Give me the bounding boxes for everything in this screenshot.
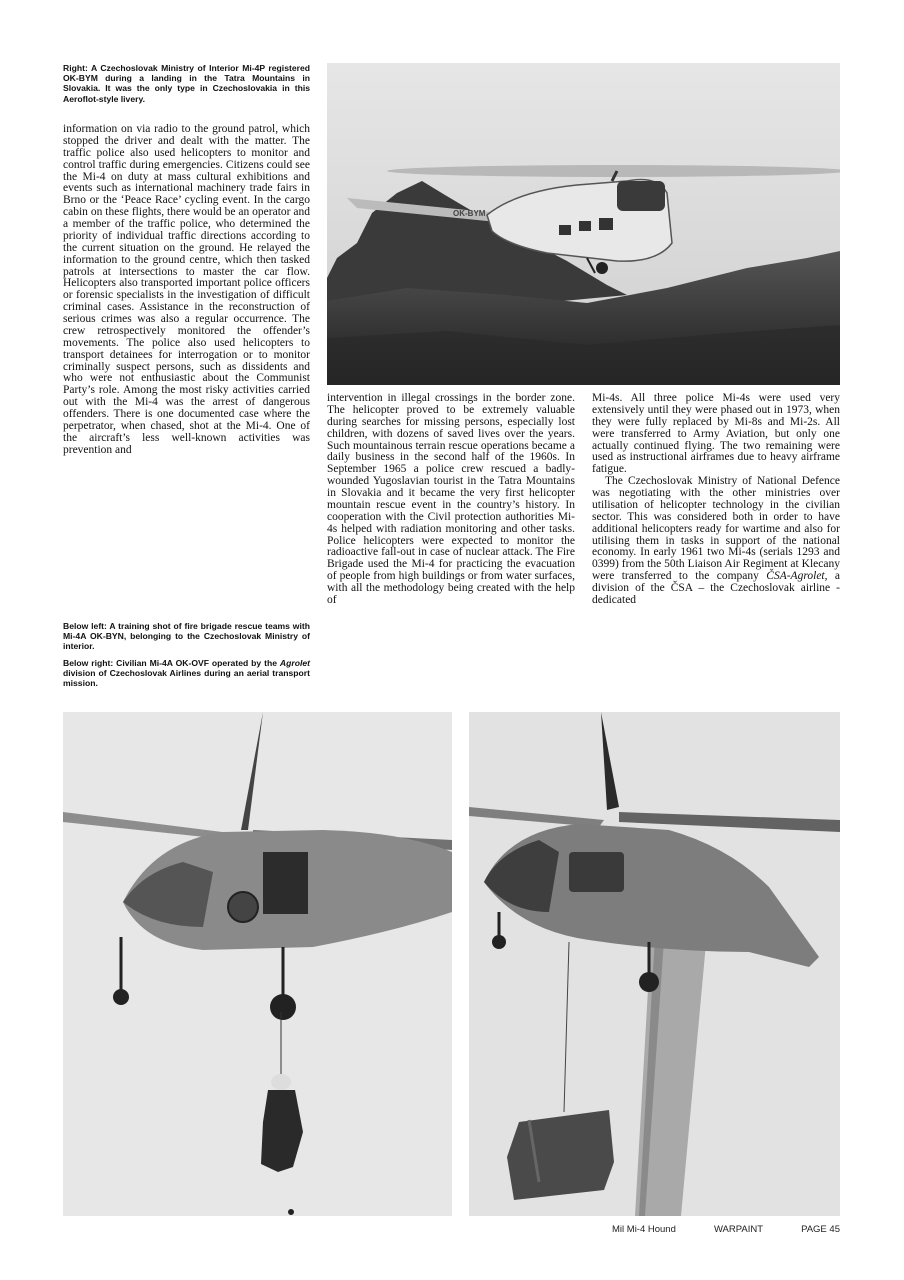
column-3-p2-emphasis: ČSA-Agrolet [766,570,825,583]
column-3-p2-text-a: The Czechoslovak Ministry of National Defence was negotiating with the other ministries over utilisation of helicopter technology in the civilian sector. This was considered both in order to have additional helicopters ready for wartime and also for utilising them in tasks in support of the national economy. In early 1961 two Mi-4s (serials 1293 and 0399) from the 50th Liaison Air Regiment at Klecany were transferred to the company [592,475,840,583]
column-3-p2-text-b: , a division of the ČSA – the Czechoslovak airline - dedicated [592,570,841,606]
column-2-paragraph: intervention in illegal crossings in the border zone. The helicopter proved to be extremely valuable during searches for missing persons, especially lost children, with dozens of saved lives over the years. Such mountainous terrain rescue operations became a daily business in the second half of the 1960s. In September 1965 a police crew rescued a badly-wounded Yugoslavian tourist in the Tatra Mountains in Slovakia and it became the very first helicopter mountain rescue event in the country’s history. In cooperation with the Civil protection authorities Mi-4s helped with radiation monitoring and other tasks. Police helicopters were expected to monitor the radioactive fall-out in case of nuclear attack. The Fire Brigade used the Mi-4 for practicing the evacuation of people from high buildings or from water surfaces, with all the methodology being created with the help of [327,392,575,606]
caption-below-right-emphasis: Agrolet [279,658,310,668]
caption-below-right [63,658,310,689]
text-column-3 [592,393,840,607]
column-3-paragraph-2 [592,476,840,607]
text-column-2 [327,393,575,607]
footer-title: Mil Mi-4 Hound [612,1224,676,1235]
photo-mi4a-ok-byn-rescue [63,712,452,1216]
footer-page-number: PAGE 45 [801,1224,840,1235]
page-footer [612,1224,840,1235]
caption-below-left: Below left: A training shot of fire brigade rescue teams with Mi-4A OK-BYN, belonging to the Czechoslovak Ministry of interior. [63,621,310,652]
column-1-paragraph: information on via radio to the ground patrol, which stopped the driver and dealt with the matter. The traffic police also used helicopters to monitor and control traffic during emergencies. Citizens could see the Mi-4 on duty at mass cultural exhibitions and events such as international machinery trade fairs in Brno or the ‘Peace Race’ cycling event. In the cargo cabin on these flights, there would be an operator and a member of the traffic police, who determined the priority of individual traffic directions according to the current situation on the ground. He relayed the information to the ground centre, which then tasked patrols at intersections to master the car flow. Helicopters also transported important police officers or forensic specialists in the investigation of difficult criminal cases. Assistance in the reconstruction of serious crimes was also a regular occurrence. The crew retrospectively monitored the offender’s movements. The police also used helicopters to transport detainees for interrogation or to monitor criminally suspect persons, such as dissidents and who were not enthusiastic about the Communist Party’s role. Among the most risky activities carried out with the Mi-4 was the arrest of dangerous offenders. There is one documented case where the perpetrator, when chased, shot at the Mi-4. One of the aircraft’s less well-known activities was prevention and [63,123,310,456]
caption-right-photo: Right: A Czechoslovak Ministry of Interior Mi-4P registered OK-BYM during a landing in the Tatra Mountains in Slovakia. It was the only type in Czechoslovakia in this Aeroflot-style livery. [63,63,310,104]
footer-publication: WARPAINT [713,1224,764,1235]
photo-registration-text: OK-BYM [453,209,486,218]
photo-mi4p-ok-bym-tatra [327,63,840,385]
caption-below-right-text-a: Below right: Civilian Mi-4A OK-OVF operated by the [63,658,280,668]
column-3-paragraph-1: Mi-4s. All three police Mi-4s were used very extensively until they were phased out in 1973, when they were fully replaced by Mi-8s and Mi-2s. All were transferred to Army Aviation, but only one actually continued flying. The two remaining were used as instructional airframes due to heavy airframe fatigue. [592,392,840,476]
text-column-1 [63,124,310,457]
caption-below-right-text-b: division of Czechoslovak Airlines during an aerial transport mission. [63,668,310,689]
photo-mi4a-ok-ovf-agrolet [469,712,840,1216]
